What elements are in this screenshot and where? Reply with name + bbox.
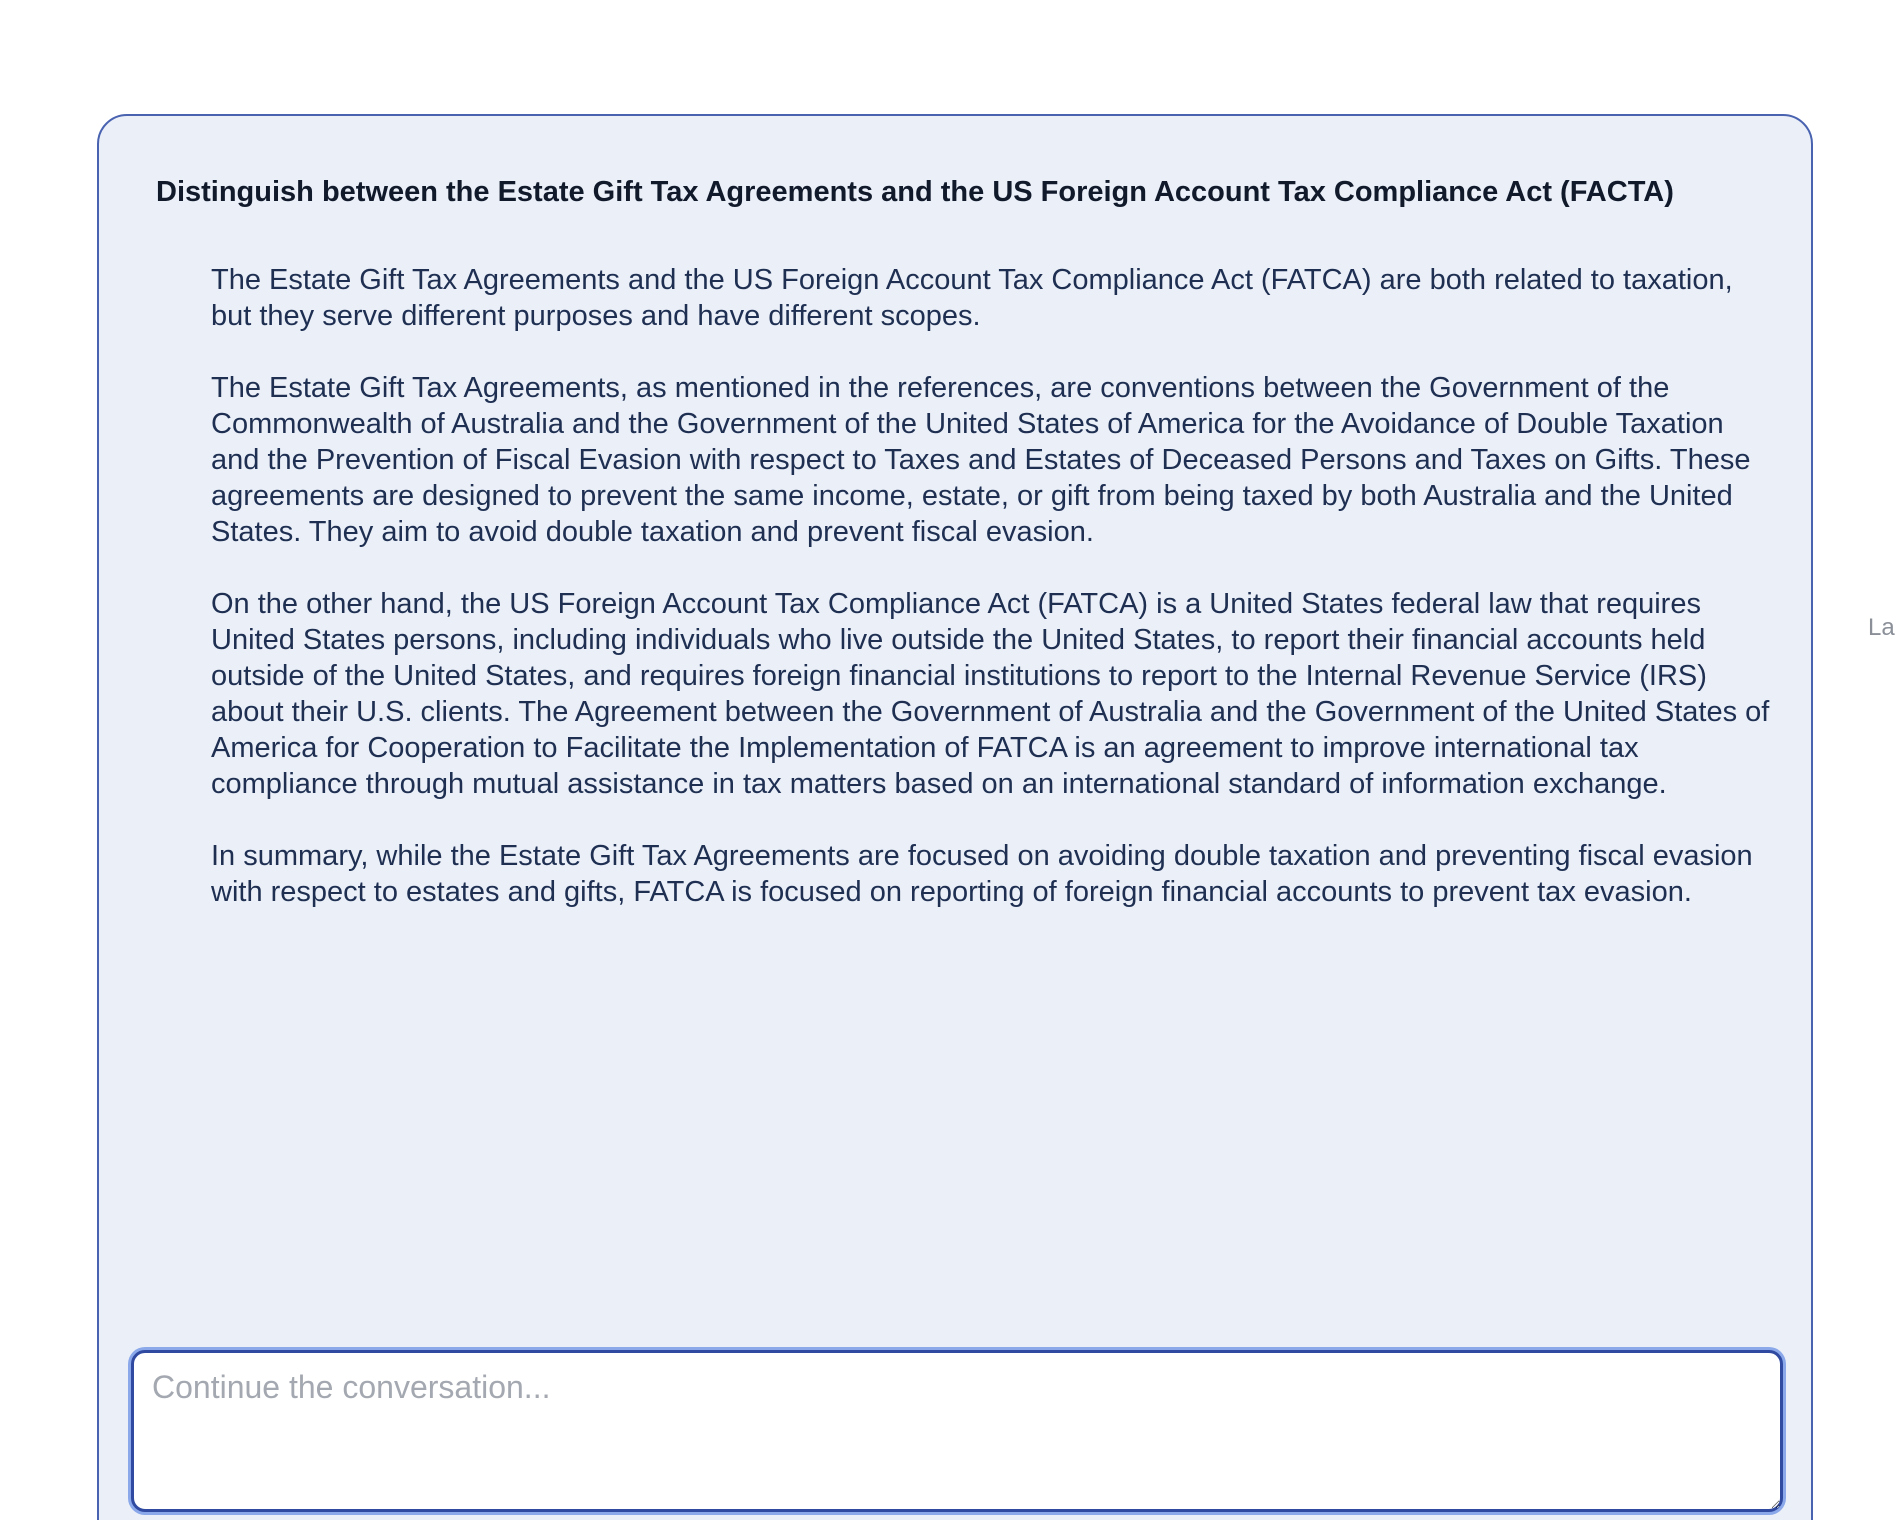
answer-paragraph: The Estate Gift Tax Agreements and the US Foreign Account Tax Compliance Act (FATCA) are both related to taxation, but they serve different purposes and have different scopes. [211,264,1733,332]
assistant-answer [211,262,1771,946]
chat-panel [97,114,1813,1520]
continue-conversation-input[interactable] [131,1350,1783,1512]
answer-paragraph: The Estate Gift Tax Agreements, as mentioned in the references, are conventions between the Government of the Commonwealth of Australia and the Government of the United States of America for the Avoidance of Double Taxation and the Prevention of Fiscal Evasion with respect to Taxes and Estates of Deceased Persons and Taxes on Gifts. These agreements are designed to prevent the same income, estate, or gift from being taxed by both Australia and the United States. They aim to avoid double taxation and prevent fiscal evasion. [211,372,1751,548]
answer-paragraph: In summary, while the Estate Gift Tax Agreements are focused on avoiding double taxation and preventing fiscal evasion with respect to estates and gifts, FATCA is focused on reporting of foreign financial accounts to prevent tax evasion. [211,840,1753,908]
answer-paragraph: On the other hand, the US Foreign Account Tax Compliance Act (FATCA) is a United States federal law that requires United States persons, including individuals who live outside the United States, to report their financial accounts held outside of the United States, and requires foreign financial institutions to report to the Internal Revenue Service (IRS) about their U.S. clients. The Agreement between the Government of Australia and the Government of the United States of America for Cooperation to Facilitate the Implementation of FATCA is an agreement to improve international tax compliance through mutual assistance in tax matters based on an international standard of information exchange. [211,588,1770,800]
user-question: Distinguish between the Estate Gift Tax Agreements and the US Foreign Account Tax Compliance Act (FACTA) [156,176,1674,208]
side-label: La [1868,614,1895,641]
